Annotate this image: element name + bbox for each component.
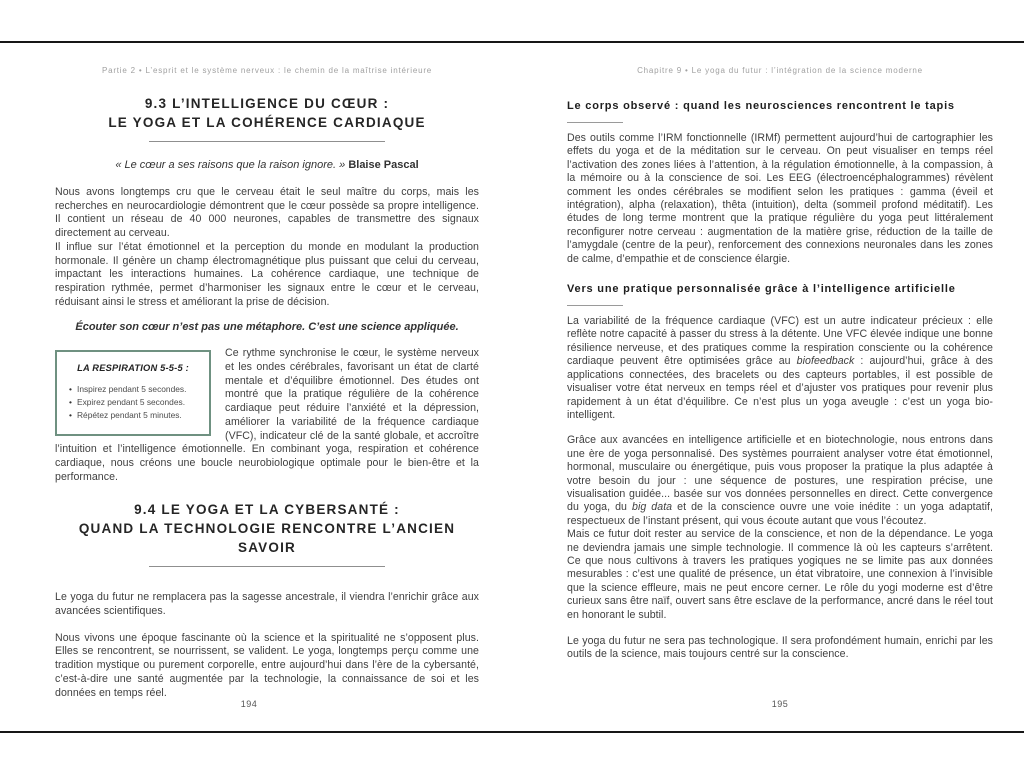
section-title-line2: QUAND LA TECHNOLOGIE RENCONTRE L’ANCIEN SAVOIR — [78, 521, 456, 556]
emphasis-line: Écouter son cœur n’est pas une métaphore. C’est une science appliquée. — [75, 321, 459, 334]
callout-item: • Répétez pendant 5 minutes. — [69, 409, 197, 422]
body-paragraph: Le yoga du futur ne sera pas technologique. Il sera profondément humain, enrichi par les outils de la science, mais toujours centré sur la conscience. — [567, 635, 993, 661]
running-head-left: Partie 2 • L’esprit et le système nerveux : le chemin de la maîtrise intérieure — [101, 66, 433, 75]
body-paragraph: Mais ce futur doit rester au service de la conscience, et non de la dépendance. Le yoga ne deviendra jamais une simple technologie. Il commence là où les capteurs s’arrêtent. Ce que nous cultivons à travers les pratiques yogiques ne se limite pas aux données mesurables : c’est une qualité de présence, un état vibratoire, une connexion à l’invisible que la science effleure, mais ne peut encore cerner. Le rôle du yogi moderne est d’être curieux sans être naïf, ouvert sans être esclave de la performance, ancré dans le réel tout en honorant le subtil. — [567, 528, 993, 621]
section-title-9-4 — [55, 500, 479, 557]
callout-title: LA RESPIRATION 5-5-5 : — [77, 363, 189, 374]
page-number-left: 194 — [240, 699, 258, 709]
section-title-line1: 9.4 LE YOGA ET LA CYBERSANTÉ : — [134, 502, 400, 518]
body-paragraph: Des outils comme l’IRM fonctionnelle (IRMf) permettent aujourd’hui de cartographier les effets du yoga et de la méditation sur le cerveau. On peut visualiser en temps réel l’activation des zones liées à l’attention, à la régulation émotionnelle, à la compassion, à la mémoire ou à la conscience de soi. Les EEG (électroencéphalogrammes) révèlent comment les ondes cérébrales se modifient selon les pratiques : gamma (éveil et intégration), alpha (relaxation), thêta (intuition), delta (sommeil profond méditatif). Les études de long terme montrent que la pratique régulière du yoga peut littéralement reconfigurer notre cerveau : augmentation de la matière grise, réduction de la taille de l’amygdale (centre de la peur), renforcement des connexions neuronales dans les zones de calme, d’empathie et de conscience élargie. — [567, 132, 993, 265]
page-right — [567, 0, 993, 768]
quote-author: Blaise Pascal — [348, 159, 419, 171]
epigraph-quote — [55, 159, 479, 171]
callout-item: • Expirez pendant 5 secondes. — [69, 396, 197, 409]
subsection-rule — [567, 305, 623, 306]
page-left — [55, 0, 479, 768]
body-paragraph: Le yoga du futur ne remplacera pas la sagesse ancestrale, il viendra l’enrichir grâce aux avancées scientifiques. — [55, 591, 479, 618]
section-title-9-3 — [55, 94, 479, 132]
subsection-title-neurosciences: Le corps observé : quand les neurosciences rencontrent le tapis — [567, 100, 955, 112]
subsection-title-ia: Vers une pratique personnalisée grâce à l’intelligence artificielle — [567, 283, 956, 296]
callout-item: • Inspirez pendant 5 secondes. — [69, 383, 197, 396]
section-title-rule — [149, 141, 385, 142]
subsection-rule — [567, 122, 623, 123]
callout-list — [69, 383, 197, 422]
body-paragraph: La variabilité de la fréquence cardiaque (VFC) est un autre indicateur précieux : elle reflète notre capacité à passer du stress à la détente. Une VFC élevée indique une bonne résilience nerveuse, et des pratiques comme la respiration consciente ou la cohérence cardiaque peuvent être optimisées grâce au biofeedback : aujourd’hui, grâce à des applications connectées, des bracelets ou des capteurs portables, il est possible de visualiser votre état nerveux en temps réel et d’ajuster vos pratiques pour revenir plus rapidement à un état d’équilibre. Ce n’est plus un yoga aveugle : c’est un yoga bio-intelligent. — [567, 315, 993, 421]
page-number-right: 195 — [771, 699, 789, 709]
paragraph-with-callout — [55, 347, 479, 484]
body-paragraph: Ce rythme synchronise le cœur, le système nerveux et les ondes cérébrales, favorisant un état de clarté mentale et d’équilibre émotionnel. Des études ont montré que la pratique régulière de la cohérence cardiaque peut réduire l’anxiété et la dépression, améliorer la variabilité de la fréquence cardiaque (VFC), indicateur clé de la santé globale, et accroître l’intuition et l’intelligence émotionnelle. En combinant yoga, respiration et cohérence cardiaque, nous créons une boucle neurobiologique optimale pour le bien-être et la performance. — [55, 347, 479, 483]
section-title-line2: LE YOGA ET LA COHÉRENCE CARDIAQUE — [108, 115, 426, 130]
body-paragraph: Il influe sur l’état émotionnel et la perception du monde en modulant la production hormonale. Il génère un champ électromagnétique plus puissant que celui du cerveau, impactant les interactions humaines. La cohérence cardiaque, une technique de respiration rythmée, permet d’harmoniser les signaux entre le cœur et le cerveau, réduisant ainsi le stress et améliorant la prise de décision. — [55, 240, 479, 308]
body-paragraph: Nous avons longtemps cru que le cerveau était le seul maître du corps, mais les recherches en neurocardiologie démontrent que le cœur possède sa propre intelligence. Il contient un réseau de 40 000 neurones, capables de transmettre des signaux directement au cerveau. — [55, 186, 479, 240]
page-right-content — [567, 100, 993, 662]
section-title-rule — [149, 566, 385, 567]
page-left-content — [55, 94, 479, 700]
running-head-right: Chapitre 9 • Le yoga du futur : l’intégration de la science moderne — [637, 66, 923, 75]
body-paragraph: Nous vivons une époque fascinante où la science et la spiritualité ne s’opposent plus. Elles se rencontrent, se nourrissent, se valident. Le yoga, longtemps perçu comme une tradition mystique ou purement corporelle, entre aujourd’hui dans l’ère de la cybersanté, c’est-à-dire une santé augmentée par la technologie, la connaissance de soi et les données en temps réel. — [55, 631, 479, 699]
quote-text: « Le cœur a ses raisons que la raison ignore. » — [115, 159, 346, 171]
breathing-callout-box — [55, 350, 211, 436]
section-title-line1: 9.3 L’INTELLIGENCE DU CŒUR : — [144, 96, 390, 111]
body-paragraph: Grâce aux avancées en intelligence artificielle et en biotechnologie, nous entrons dans une ère de yoga personnalisé. Des systèmes pourraient analyser votre état émotionnel, hormonal, musculaire ou énergétique, puis vous proposer la pratique la plus adaptée à votre besoin du jour : une séquence de postures, une respiration précise, une visualisation guidée... basée sur vos données personnelles en direct. Cette convergence du yoga, du big data et de la conscience ouvre une voie inédite : un yoga adaptatif, respectueux de l’instant présent, qui vous écoute autant que vous l’écoutez. — [567, 434, 993, 527]
